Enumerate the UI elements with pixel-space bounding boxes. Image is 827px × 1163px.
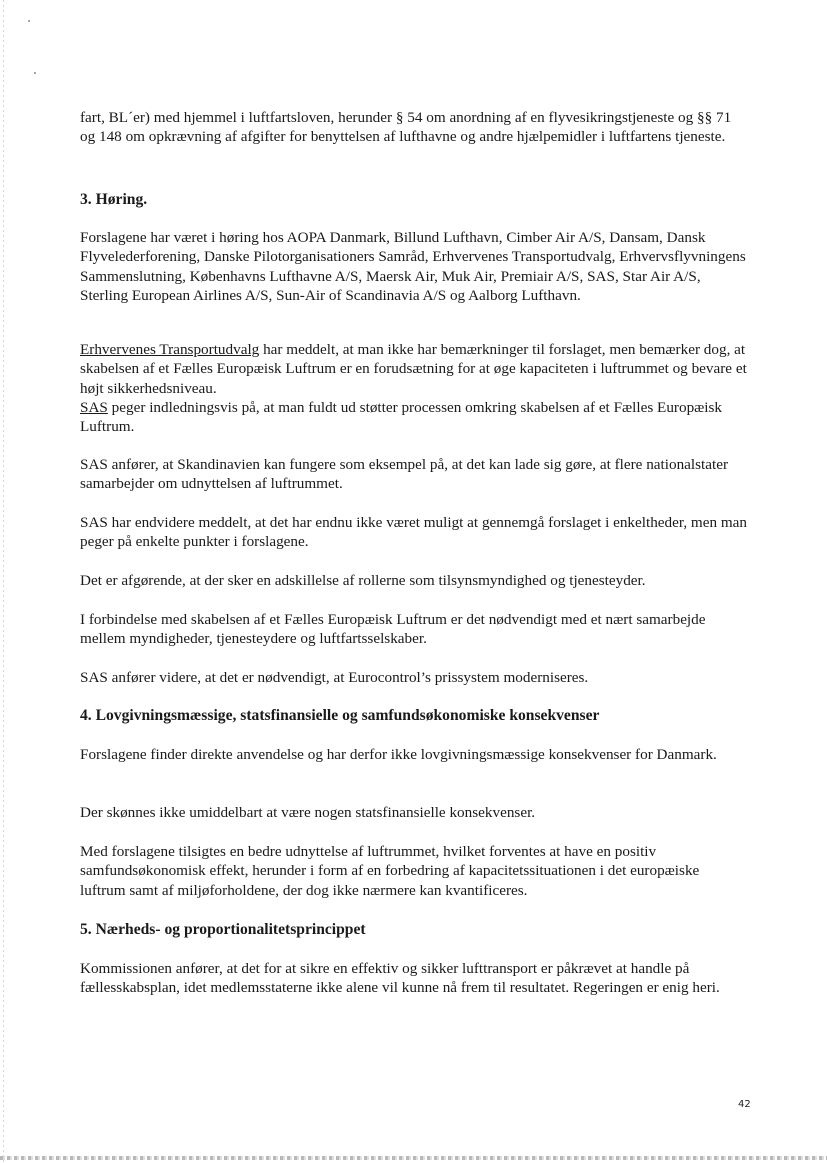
heading-section-5: 5. Nærheds- og proportionalitetsprincippet — [80, 921, 366, 938]
text-sas-intro: peger indledningsvis på, at man fuldt ud støtter processen omkring skabelsen af et Fælles Europæisk Luftrum. — [80, 399, 723, 436]
paragraph-hoering: Forslagene har været i høring hos AOPA Danmark, Billund Lufthavn, Cimber Air A/S, Dansam, Dansk Flyvelederforening, Danske Pilotorganisationers Samråd, Erhvervenes Transportudvalg, Erhvervsflyvningens Sammenslutning, Københavns Lufthavne A/S, Maersk Air, Muk Air, Premiair A/S, SAS, Star Air A/S, Sterling European Airlines A/S, Sun-Air of Scandinavia A/S og Aalborg Lufthavn. — [80, 229, 746, 305]
heading-section-3: 3. Høring. — [80, 191, 148, 208]
scan-edge-left — [3, 0, 4, 1163]
paragraph-statsfinansielle: Der skønnes ikke umiddelbart at være nogen statsfinansielle konsekvenser. — [80, 804, 536, 821]
paragraph-transportudvalg — [80, 340, 748, 398]
scan-speck — [34, 72, 36, 74]
heading-section-4: 4. Lovgivningsmæssige, statsfinansielle og samfundsøkonomiske konsekvenser — [80, 707, 600, 724]
paragraph-kommissionen: Kommissionen anfører, at det for at sikre en effektiv og sikker lufttransport er påkrævet at handle på fællesskabsplan, idet medlemsstaterne ikke alene vil kunne nå frem til resultatet. Regeringen er enig heri. — [80, 960, 720, 997]
paragraph-lovgivning: Forslagene finder direkte anvendelse og har derfor ikke lovgivningsmæssige konsekvenser for Danmark. — [80, 746, 717, 763]
underlined-name-transportudvalg: Erhvervenes Transportudvalg — [80, 341, 260, 358]
paragraph-sas-intro — [80, 398, 748, 437]
paragraph-eurocontrol: SAS anfører videre, at det er nødvendigt, at Eurocontrol’s prissystem moderniseres. — [80, 669, 589, 686]
paragraph-sas-skandinavien: SAS anfører, at Skandinavien kan fungere som eksempel på, at det kan lade sig gøre, at flere nationalstater samarbejder om udnyttelsen af luftrummet. — [80, 456, 729, 493]
page-number: 42 — [738, 1099, 751, 1110]
text-transportudvalg: har meddelt, at man ikke har bemærkninger til forslaget, men bemærker dog, at skabelsen af et Fælles Europæisk Luftrum er en forudsætning for at øge kapaciteten i luftrummet og bevare et højt sikkerhedsniveau. — [80, 341, 747, 397]
paragraph-intro: fart, BL´er) med hjemmel i luftfartsloven, herunder § 54 om anordning af en flyvesikringstjeneste og §§ 71 og 148 om opkrævning af afgifter for benyttelsen af lufthavne og andre hjælpemidler i luftfartens tjeneste. — [80, 109, 732, 146]
scan-edge-bottom — [0, 1156, 827, 1160]
paragraph-afgoerende: Det er afgørende, at der sker en adskillelse af rollerne som tilsynsmyndighed og tjenesteyder. — [80, 572, 646, 589]
paragraph-forbindelse: I forbindelse med skabelsen af et Fælles Europæisk Luftrum er det nødvendigt med et nært samarbejde mellem myndigheder, tjenesteydere og luftfartsselskaber. — [80, 611, 706, 648]
paragraph-sas-endvidere: SAS har endvidere meddelt, at det har endnu ikke været muligt at gennemgå forslaget i enkeltheder, men man peger på enkelte punkter i forslagene. — [80, 514, 748, 551]
underlined-name-sas: SAS — [80, 399, 108, 416]
paragraph-samfundsoekonomisk: Med forslagene tilsigtes en bedre udnyttelse af luftrummet, hvilket forventes at have en positiv samfundsøkonomisk effekt, herunder i form af en forbedring af kapacitetssituationen i det europæiske luftrum samt af miljøforholdene, der dog ikke nærmere kan kvantificeres. — [80, 843, 700, 899]
scan-speck — [28, 20, 30, 22]
